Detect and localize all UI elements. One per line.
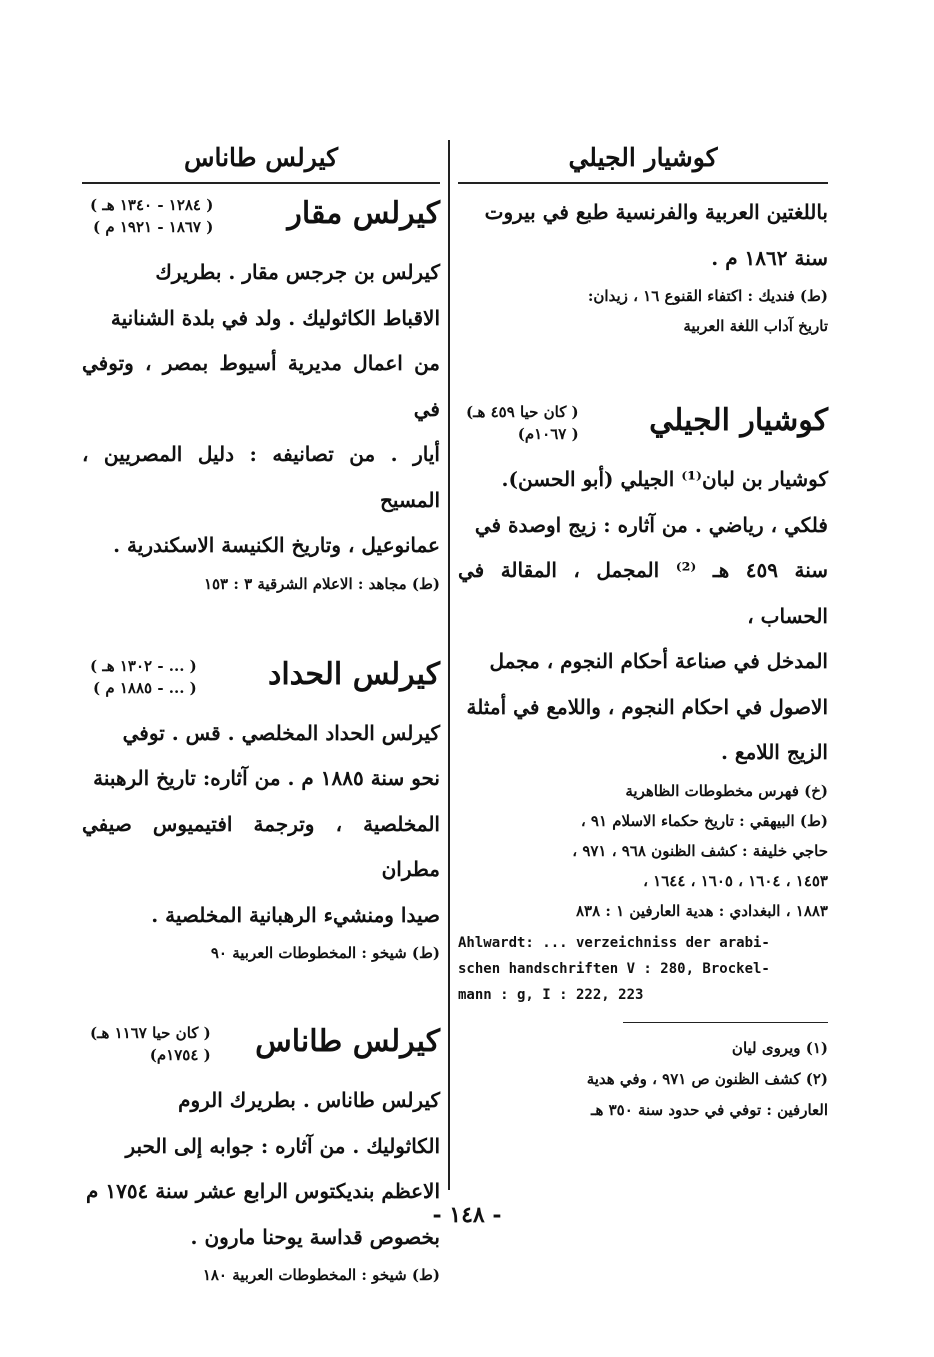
footnote-2: (٢) كشف الظنون ص ٩٧١ ، وفي هدية	[586, 1069, 828, 1088]
text-line: كيرلس طاناس . بطريرك الروم	[178, 1088, 440, 1112]
text-line: كيرلس الحداد المخلصي . قس . توفي	[122, 720, 440, 745]
source-line: ١٨٨٣ ، البغدادي : هدية العارفين ١ : ٨٣٨	[575, 901, 828, 920]
source-line: (خ) فهرس مخطوطات الظاهرية	[625, 781, 828, 800]
text-line: أيار . من تصانيفه : دليل المصريين ، المسيح	[82, 442, 440, 512]
entry-dates	[90, 1022, 211, 1066]
source-line: (ط) شيخو : المخطوطات العربية ١٨٠	[202, 1266, 440, 1284]
entry-body	[82, 1078, 440, 1260]
dates-ad: ( ١٠٦٧م)	[517, 425, 579, 443]
entry-header-kirillos-tanas	[82, 1018, 440, 1078]
entry-dates	[90, 655, 197, 699]
text-line: نحو سنة ١٨٨٥ م . من آثاره: تاريخ الرهبنة	[93, 766, 440, 790]
entry-body	[82, 711, 440, 939]
text-line: الاعظم بنديكتوس الرابع عشر سنة ١٧٥٤ م	[85, 1179, 440, 1203]
text-line: المخلصية ، وترجمة افتيميوس صيفي مطران	[82, 811, 440, 881]
continuation-text	[458, 190, 828, 281]
column-divider	[448, 140, 450, 1190]
dates-ad: ( ١٧٥٤م)	[149, 1046, 211, 1064]
source-line: (ط) شيخو : المخطوطات العربية ٩٠	[210, 944, 440, 962]
page-number: - ١٤٨ -	[432, 1202, 502, 1228]
entry-title: كيرلس الحداد	[267, 656, 440, 692]
right-column	[458, 138, 828, 1126]
right-head-rule	[458, 182, 828, 184]
dates-ad: ( ١٨٦٧ - ١٩٢١ م )	[93, 218, 214, 236]
text-line: باللغتين العربية والفرنسية طبع في بيروت	[484, 200, 828, 224]
source-line: ١٤٥٣ ، ١٦٠٤ ، ١٦٠٥ ، ١٦٤٤ ،	[643, 871, 828, 890]
entry-source	[82, 938, 440, 968]
left-column	[82, 138, 440, 1290]
source-line: حاجي خليفة : كشف الظنون ٩٦٨ ، ٩٧١ ،	[572, 841, 828, 860]
latin-line: Ahlwardt: ... verzeichniss der arabi-	[458, 934, 770, 951]
source-line: (ط) البيهقي : تاريخ حكماء الاسلام ٩١ ،	[580, 811, 828, 830]
entry-sources	[458, 776, 828, 926]
entry-body	[458, 457, 828, 776]
dates-hijri: ( ١٢٨٤ - ١٣٤٠ هـ )	[90, 196, 214, 214]
dates-hijri: ( كان حيا ٤٥٩ هـ)	[466, 403, 579, 421]
entry-title: كيرلس مقار	[287, 196, 440, 231]
entry-title: كيرلس طاناس	[255, 1024, 440, 1059]
entry-title: كوشيار الجيلي	[649, 403, 828, 438]
footnote-rule	[623, 1022, 828, 1023]
text-line: الاقباط الكاثوليك . ولد في بلدة الشنانية	[110, 305, 440, 330]
source-line: (ط) فنديك : اكتفاء القنوع ١٦ ، زيدان:	[587, 287, 828, 305]
footnote-2-cont: العارفين : توفي في حدود سنة ٣٥٠ هـ	[591, 1100, 828, 1119]
dates-ad: ( ... - ١٨٨٥ م )	[93, 678, 197, 697]
latin-references	[458, 930, 828, 1008]
text-line: سنة ١٨٦٢ م .	[711, 245, 828, 270]
text-line: بخصوص قداسة يوحنا مارون .	[190, 1224, 440, 1249]
source-line: تاريخ آداب اللغة العربية	[683, 317, 828, 335]
text-line: سنة ٤٥٩ هـ ⁽²⁾ المجمل ، المقالة في الحساب ،	[458, 558, 828, 628]
entry-source	[82, 1260, 440, 1290]
footnotes	[458, 1033, 828, 1126]
dates-hijri: ( ... - ١٣٠٢ هـ )	[90, 656, 197, 675]
text-line: كيرلس بن جرجس مقار . بطريرك	[155, 260, 440, 284]
entry-header-kirillos-haddad	[82, 651, 440, 711]
left-head-rule	[82, 182, 440, 184]
left-running-head: كيرلس طاناس	[183, 143, 339, 172]
text-line: فلكي ، رياضي . من آثاره : زيج اوصدة في	[474, 512, 828, 537]
text-line: الكاثوليك . من آثاره : جوابه إلى الحبر	[125, 1133, 440, 1158]
entry-dates	[466, 401, 579, 445]
text-line: من اعمال مديرية أسيوط بمصر ، وتوفي في	[82, 351, 440, 421]
latin-line: schen handschriften V : 280, Brockel-	[458, 960, 770, 977]
entry-body	[82, 250, 440, 569]
entry-header-kirillos-maqar	[82, 190, 440, 250]
entry-header-kushyar	[458, 397, 828, 457]
continuation-source	[458, 281, 828, 341]
dates-hijri: ( كان حيا ١١٦٧ هـ)	[90, 1024, 211, 1042]
text-line: المدخل في صناعة أحكام النجوم ، مجمل	[489, 649, 828, 673]
text-line: الاصول في احكام النجوم ، واللامع في أمثلة	[466, 694, 828, 719]
latin-line: mann : g, I : 222, 223	[458, 986, 644, 1003]
text-line: كوشيار بن لبان⁽¹⁾ الجيلي (أبو الحسن).	[501, 467, 828, 491]
text-line: صيدا ومنشيء الرهبانية المخلصية .	[151, 902, 440, 927]
text-line: عمانوعيل ، وتاريخ الكنيسة الاسكندرية .	[113, 533, 440, 557]
source-line: (ط) مجاهد : الاعلام الشرقية ٣ : ١٥٣	[203, 574, 440, 593]
footnote-1: (١) ويروى ليان	[731, 1038, 828, 1057]
entry-dates	[90, 194, 213, 238]
right-running-head: كوشيار الجيلي	[568, 143, 718, 172]
text-line: الزيج اللامع .	[721, 740, 828, 764]
entry-source	[82, 569, 440, 599]
